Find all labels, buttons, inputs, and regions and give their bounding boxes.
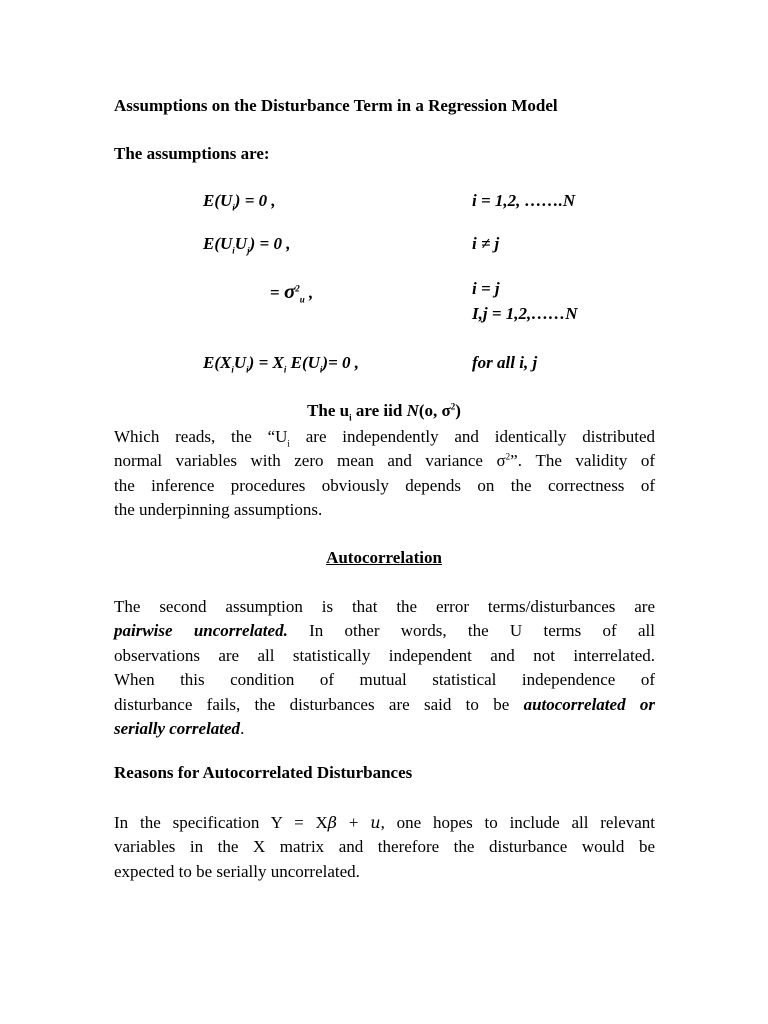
eq2-prefix: E(U bbox=[203, 234, 233, 253]
para2-line2-rest: In other words, the U terms of all bbox=[287, 621, 655, 641]
para3-beta: β bbox=[327, 813, 338, 832]
iid-sup: 2 bbox=[450, 401, 456, 412]
para3-line1-a: In the specification Y = X bbox=[114, 813, 328, 832]
para2-line-3: observations are all statistically independent and not interrelated. bbox=[114, 645, 655, 665]
equation-1-condition: i = 1,2, …….N bbox=[472, 191, 576, 210]
paragraph-autocorrelation bbox=[114, 595, 655, 741]
equation-2 bbox=[203, 234, 290, 254]
equation-3-condition-2: I,j = 1,2,……N bbox=[472, 304, 578, 323]
equation-2-condition: i ≠ j bbox=[472, 234, 500, 253]
iid-sub: i bbox=[349, 412, 352, 423]
para3-line1-c: , one hopes to include all relevant bbox=[380, 813, 656, 832]
paragraph-reasons bbox=[114, 811, 655, 884]
equation-4 bbox=[203, 353, 359, 373]
para1-line-4: the underpinning assumptions. bbox=[114, 500, 323, 520]
eq4-sub3: i bbox=[283, 364, 287, 375]
eq2-sub2: j bbox=[247, 245, 250, 256]
eq1-suffix: ) = 0 , bbox=[234, 191, 276, 210]
para3-u: u bbox=[370, 813, 381, 832]
equation-4-condition: for all i, j bbox=[472, 353, 538, 372]
eq4-sub2: i bbox=[246, 364, 249, 375]
iid-d: ) bbox=[455, 401, 461, 420]
eq2-mid: U bbox=[234, 234, 248, 253]
equation-3-condition-1: i = j bbox=[472, 279, 500, 298]
para1-line1-b: are independently and identically distributed bbox=[289, 427, 655, 446]
eq4-e: )= 0 , bbox=[322, 353, 360, 372]
para2-line2-emphasis: pairwise uncorrelated. bbox=[114, 621, 288, 641]
para1-line2-a: normal variables with zero mean and variance σ bbox=[114, 451, 506, 471]
para1-line-2 bbox=[114, 449, 655, 473]
para1-line2-b: ”. The validity of bbox=[510, 451, 656, 471]
para1-line2-sup: 2 bbox=[505, 451, 511, 462]
iid-c: (o, σ bbox=[418, 401, 451, 420]
para1-line-3: the inference procedures obviously depends on the correctness of bbox=[114, 475, 655, 495]
iid-n: N bbox=[406, 401, 419, 420]
eq3-sup: 2 bbox=[295, 283, 300, 294]
para2-line-4: When this condition of mutual statistical independence of bbox=[114, 670, 655, 690]
para2-line6-emphasis: serially correlated bbox=[114, 718, 241, 738]
section-title-reasons: Reasons for Autocorrelated Disturbances bbox=[114, 763, 413, 782]
eq3-sub: u bbox=[299, 294, 305, 305]
eq2-sub1: i bbox=[232, 245, 235, 256]
para1-line1-sub: i bbox=[287, 438, 290, 449]
eq4-sub4: i bbox=[319, 364, 323, 375]
eq2-suffix: ) = 0 , bbox=[249, 234, 291, 253]
iid-statement bbox=[114, 401, 654, 421]
para2-line-1: The second assumption is that the error terms/disturbances are bbox=[114, 597, 655, 616]
eq4-c: ) = X bbox=[248, 353, 284, 372]
para2-line5-emphasis: autocorrelated or bbox=[523, 694, 656, 714]
eq1-prefix: E(U bbox=[203, 191, 233, 210]
section-title-autocorrelation: Autocorrelation bbox=[326, 548, 442, 567]
eq3-sigma: σ bbox=[283, 279, 296, 303]
eq4-b: U bbox=[233, 353, 247, 372]
para2-line6-end: . bbox=[240, 718, 245, 738]
para3-line-1 bbox=[114, 811, 655, 835]
iid-b: are iid bbox=[351, 401, 407, 420]
para1-line-1 bbox=[114, 425, 655, 449]
para2-line-5 bbox=[114, 693, 655, 717]
para3-line1-b: + bbox=[337, 813, 371, 832]
document-title: Assumptions on the Disturbance Term in a Regression Model bbox=[114, 96, 558, 115]
iid-a: The u bbox=[307, 401, 350, 420]
eq3-prefix: = bbox=[270, 283, 284, 302]
para1-line1-a: Which reads, the “U bbox=[114, 427, 288, 446]
eq4-a: E(X bbox=[203, 353, 232, 372]
para2-line-2 bbox=[114, 619, 655, 643]
para2-line5-a: disturbance fails, the disturbances are said to be bbox=[114, 694, 524, 714]
para3-line-2: variables in the X matrix and therefore the disturbance would be bbox=[114, 837, 655, 857]
eq4-sub1: i bbox=[231, 364, 234, 375]
equation-3 bbox=[270, 279, 313, 304]
eq1-sub: i bbox=[232, 202, 235, 213]
intro-heading: The assumptions are: bbox=[114, 144, 270, 163]
paragraph-iid-explanation bbox=[114, 425, 655, 523]
eq4-d: E(U bbox=[286, 353, 320, 372]
para3-line-3: expected to be serially uncorrelated. bbox=[114, 861, 360, 881]
eq3-suffix: , bbox=[304, 283, 314, 302]
para2-line-6 bbox=[114, 717, 655, 741]
equation-1 bbox=[203, 191, 276, 211]
